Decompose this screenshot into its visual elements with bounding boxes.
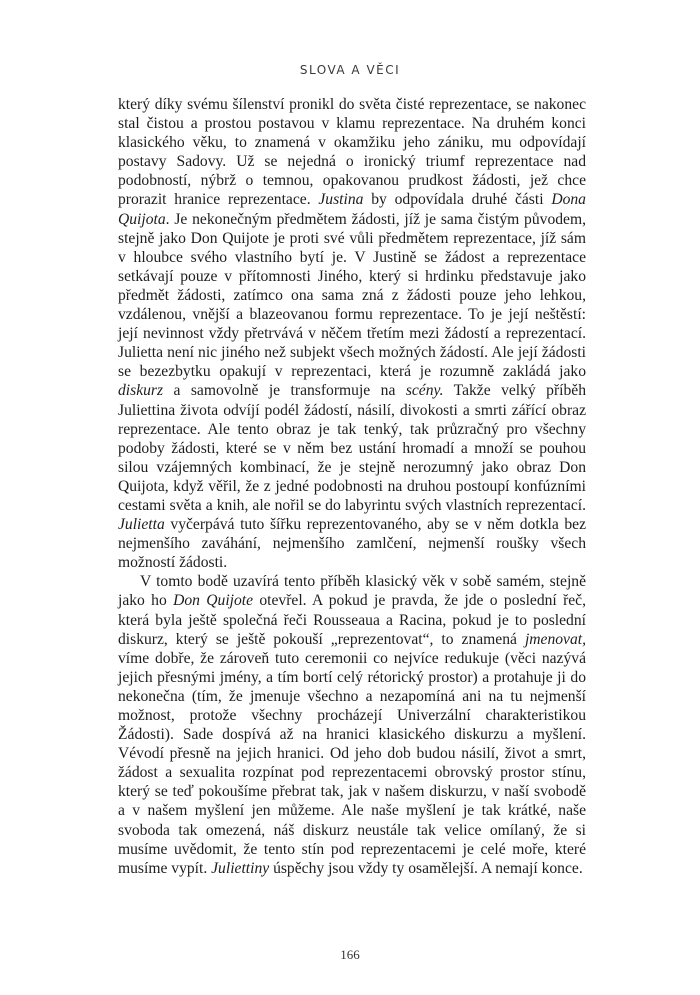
text-run: víme dobře, že zároveň tuto ceremonii co nejvíce redukuje (věci nazývá jejich přesnými jmény, a tím bortí celý rétorický prostor) a protahuje ji do nekonečna (tím, že jmenuje všechno a nezapomíná ani na tu nejmenší možnost, protože všechny procházejí Univerzální charakteristikou Žádosti). Sade dospívá až na hranici klasického diskurzu a myšlení. Vévodí přesně na jejich hranici. Od jeho dob budou násilí, život a smrt, žádost a sexualita rozpínat pod reprezentacemi obrovský prostor stínu, který se teď pokoušíme přebrat tak, jak v našem diskurzu, v naší svobodě a v našem myšlení jen můžeme. Ale naše myšlení je tak krátké, naše svoboda tak omezená, náš diskurz neustále tak velice omílaný, že si musíme uvědomit, že tento stín pod reprezentacemi je celé moře, které musíme vypít. [118,649,586,877]
body-text [118,95,586,878]
text-run: úspěchy jsou vždy ty osamělejší. A nemají konce. [269,859,583,877]
italic-run: Don Quijote [173,592,254,610]
text-run: vyčerpává tuto šířku reprezentovaného, aby se v něm dotkla bez nejmenšího zaváhání, nejmenšího zamlčení, nejmenší roušky všech možností žádosti. [118,516,586,572]
paragraph-1 [118,95,586,572]
running-head: SLOVA A VĚCI [299,63,401,77]
text-run: a samovolně je transformuje na [163,382,406,400]
text-run: by odpovídala druhé části [363,191,552,209]
italic-run: diskurz [118,382,164,400]
page-number: 166 [340,947,360,962]
italic-run: Juliettiny [211,859,270,877]
text-run: Takže velký příběh Juliettina života odvíjí podél žádostí, násilí, divokosti a smrti zářící obraz reprezentace. Ale tento obraz je tak tenký, tak průzračný pro všechny podoby žádosti, které se v něm bez ustání hromadí a množí se pouhou silou vzájemných kombinací, že je stejně nerozumný jako obraz Don Quijota, když věřil, že z jedné podobnosti na druhou postoupí konfúzními cestami světa a knih, ale nořil se do labyrintu svých vlastních reprezentací. [118,382,586,514]
italic-run: Dona Quijota [118,191,586,228]
text-run: který díky svému šílenství pronikl do světa čisté reprezentace, se nakonec stal čistou a prostou postavou v klamu reprezentace. Na druhém konci klasického věku, to znamená v okamžiku jeho zániku, mu odpovídají postavy Sadovy. Už se nejedná o ironický triumf reprezentace nad podobností, nýbrž o temnou, opakovanou prudkost žádosti, jež chce prorazit hranice reprezentace. [118,96,586,209]
italic-run: jmenovat, [524,630,586,648]
text-run: V tomto bodě uzavírá tento příběh klasický věk v sobě samém, stejně jako ho [118,573,586,610]
text-run: otevřel. A pokud je pravda, že jde o poslední řeč, která byla ještě společná řeči Rousseaua a Racina, pokud je to poslední diskurz, který se ještě pokouší „reprezentovat“, to znamená [118,592,586,648]
paragraph-2 [118,572,586,878]
italic-run: Justina [318,191,364,209]
italic-run: Julietta [118,516,165,534]
italic-run: scény. [405,382,444,400]
text-run: . Je nekonečným předmětem žádosti, jíž je sama čistým původem, stejně jako Don Quijote je proti své vůli předmětem reprezentace, jíž sám v hloubce svého vlastního bytí je. V Justině se žádost a reprezentace setkávají pouze v přítomnosti Jiného, který si hrdinku představuje jako předmět žádosti, zatímco ona sama zná z žádosti pouze jeho lehkou, vzdálenou, vnější a blazeovanou formu reprezentace. To je její neštěstí: její nevinnost vždy přetrvává v něčem třetím mezi žádostí a reprezentací. Julietta není nic jiného než subjekt všech možných žádostí. Ale její žádosti se bezezbytku opakují v reprezentaci, která je rozumně zakládá jako [118,210,586,381]
